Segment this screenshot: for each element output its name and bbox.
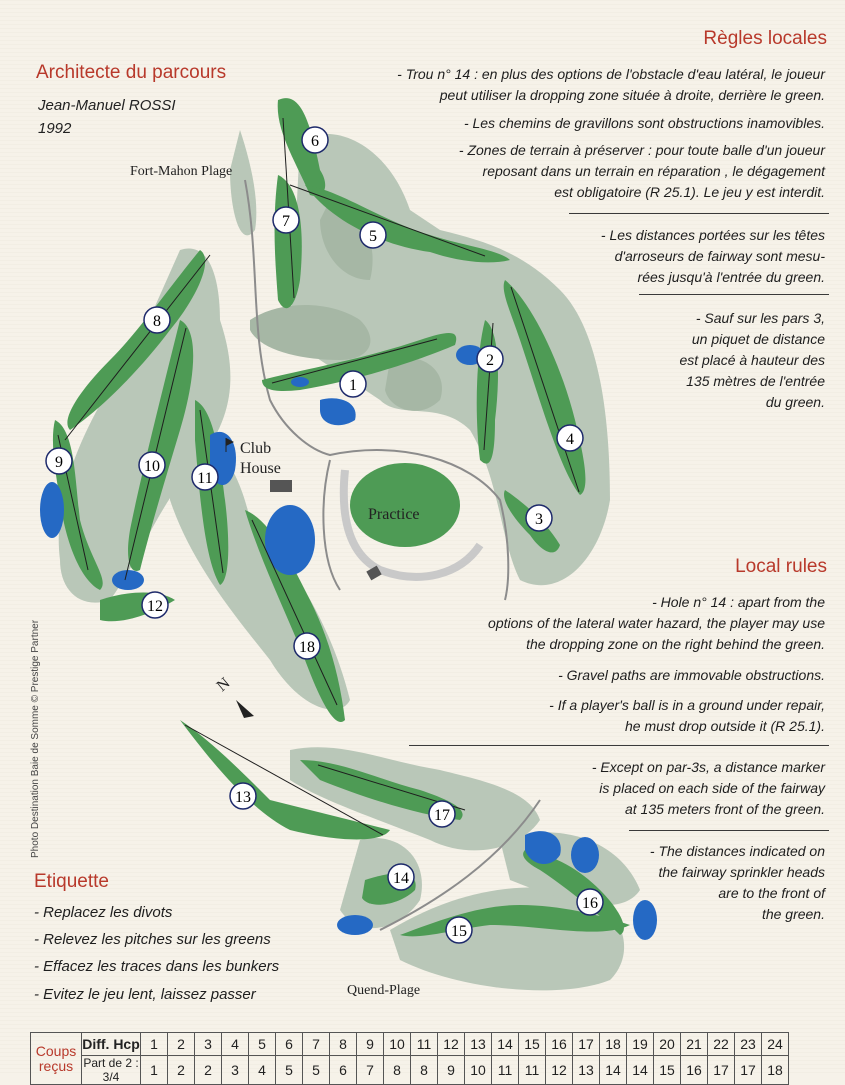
table-cell: 9 xyxy=(438,1056,465,1085)
table-cell: 3 xyxy=(222,1056,249,1085)
svg-text:N: N xyxy=(213,674,234,696)
architect-name: Jean-Manuel ROSSI xyxy=(38,97,176,114)
etiquette-item: - Effacez les traces dans les bunkers xyxy=(34,958,280,975)
table-cell: 15 xyxy=(654,1056,681,1085)
table-cell: 12 xyxy=(438,1033,465,1056)
table-cell: 8 xyxy=(411,1056,438,1085)
table-cell: 2 xyxy=(168,1056,195,1085)
hole-marker xyxy=(526,505,552,531)
table-cell: 16 xyxy=(546,1033,573,1056)
practice-label: Practice xyxy=(368,506,420,523)
hole-marker xyxy=(360,222,386,248)
etiquette-item: - Relevez les pitches sur les greens xyxy=(34,931,271,948)
practice-green xyxy=(350,463,460,547)
table-cell: 17 xyxy=(708,1056,735,1085)
hole-marker xyxy=(340,371,366,397)
table-cell: 18 xyxy=(600,1033,627,1056)
table-cell: 11 xyxy=(492,1056,519,1085)
hole-marker xyxy=(446,917,472,943)
club-house-building xyxy=(270,480,292,492)
table-cell: 22 xyxy=(708,1033,735,1056)
svg-text:12: 12 xyxy=(147,598,163,615)
svg-text:6: 6 xyxy=(311,133,319,150)
table-cell: 11 xyxy=(519,1056,546,1085)
table-cell: 4 xyxy=(249,1056,276,1085)
table-cell: 7 xyxy=(357,1056,384,1085)
svg-text:7: 7 xyxy=(282,213,290,230)
svg-text:15: 15 xyxy=(451,923,467,940)
architect-year: 1992 xyxy=(38,120,72,137)
table-cell: 5 xyxy=(276,1056,303,1085)
hole-marker xyxy=(477,346,503,372)
table-cell: 2 xyxy=(168,1033,195,1056)
table-cell: 9 xyxy=(357,1033,384,1056)
hole-marker xyxy=(230,783,256,809)
etiquette-item: - Replacez les divots xyxy=(34,904,173,921)
hole-marker xyxy=(273,207,299,233)
hole-marker xyxy=(557,425,583,451)
table-cell: 10 xyxy=(465,1056,492,1085)
hole-marker xyxy=(294,633,320,659)
divider xyxy=(639,294,829,295)
local-rule-item: - The distances indicated on the fairway sprinkler heads are to the front of the green. xyxy=(649,843,825,922)
table-cell: 6 xyxy=(276,1033,303,1056)
hole-marker xyxy=(144,307,170,333)
svg-text:17: 17 xyxy=(434,807,450,824)
photo-credit: Photo Destination Baie de Somme © Prestige Partner xyxy=(30,619,41,858)
regle-item: - Les distances portées sur les têtes d'arroseurs de fairway sont mesu- rées jusqu'à l'entrée du green. xyxy=(600,227,825,285)
table-cell: 13 xyxy=(465,1033,492,1056)
local-rule-item: - Gravel paths are immovable obstructions. xyxy=(558,667,825,683)
table-cell: 8 xyxy=(330,1033,357,1056)
table-cell: 1 xyxy=(141,1033,168,1056)
club-label: Club xyxy=(240,440,272,457)
table-cell: 14 xyxy=(627,1056,654,1085)
etiquette-item: - Evitez le jeu lent, laissez passer xyxy=(34,986,256,1003)
handicap-table xyxy=(30,1032,789,1085)
table-cell: 2 xyxy=(195,1056,222,1085)
regle-item: - Zones de terrain à préserver : pour toute balle d'un joueur reposant dans un terrain en réparation , le dégagement est obligatoire (R 25.1). Le jeu y est interdit. xyxy=(458,142,825,200)
svg-text:1: 1 xyxy=(349,377,357,394)
local-rules-title: Local rules xyxy=(735,556,827,577)
row-label: Part de 2 : 3/4 xyxy=(83,1056,139,1084)
svg-text:10: 10 xyxy=(144,458,160,475)
hole-marker xyxy=(388,864,414,890)
svg-text:13: 13 xyxy=(235,789,251,806)
divider xyxy=(409,745,829,746)
table-cell: 21 xyxy=(681,1033,708,1056)
table-cell: 18 xyxy=(762,1056,789,1085)
table-cell: 12 xyxy=(546,1056,573,1085)
table-cell: 24 xyxy=(762,1033,789,1056)
table-cell: 14 xyxy=(492,1033,519,1056)
architect-title: Architecte du parcours xyxy=(36,62,227,83)
divider xyxy=(569,213,829,214)
table-cell: 16 xyxy=(681,1056,708,1085)
hole-marker xyxy=(429,801,455,827)
table-cell: 1 xyxy=(141,1056,168,1085)
table-cell: 17 xyxy=(573,1033,600,1056)
table-row xyxy=(31,1056,789,1085)
table-cell: 13 xyxy=(573,1056,600,1085)
table-cell: 19 xyxy=(627,1033,654,1056)
table-cell: 4 xyxy=(222,1033,249,1056)
svg-text:4: 4 xyxy=(566,431,574,448)
svg-text:5: 5 xyxy=(369,228,377,245)
regle-item: - Les chemins de gravillons sont obstructions inamovibles. xyxy=(463,115,825,131)
table-cell: 5 xyxy=(249,1033,276,1056)
hole-marker xyxy=(577,889,603,915)
table-cell: 10 xyxy=(384,1033,411,1056)
divider xyxy=(629,830,829,831)
table-cell: 23 xyxy=(735,1033,762,1056)
table-cell: 8 xyxy=(384,1056,411,1085)
coups-label: Coups reçus xyxy=(31,1033,82,1085)
table-row xyxy=(31,1033,789,1056)
compass-icon xyxy=(214,674,254,718)
table-cell: 20 xyxy=(654,1033,681,1056)
local-rule-item: - Hole n° 14 : apart from the options of the lateral water hazard, the player may use the dropping zone on the right behind the green. xyxy=(488,594,825,652)
table-cell: 11 xyxy=(411,1033,438,1056)
hole-marker xyxy=(139,452,165,478)
table-cell: 14 xyxy=(600,1056,627,1085)
fort-mahon-label: Fort-Mahon Plage xyxy=(130,164,233,179)
local-rule-item: - Except on par-3s, a distance marker is placed on each side of the fairway at 135 meters front of the green. xyxy=(591,759,825,817)
etiquette-title: Etiquette xyxy=(34,871,109,892)
table-cell: 6 xyxy=(330,1056,357,1085)
table-cell: 15 xyxy=(519,1033,546,1056)
svg-text:16: 16 xyxy=(582,895,598,912)
table-cell: 17 xyxy=(735,1056,762,1085)
table-cell: 7 xyxy=(303,1033,330,1056)
header-label: Diff. Hcp xyxy=(82,1033,141,1056)
quend-label: Quend-Plage xyxy=(347,983,421,998)
hole-marker xyxy=(46,448,72,474)
svg-text:18: 18 xyxy=(299,639,315,656)
regle-item: - Sauf sur les pars 3, un piquet de distance est placé à hauteur des 135 mètres de l'entrée du green. xyxy=(679,310,825,410)
svg-text:11: 11 xyxy=(197,470,213,487)
hole-marker xyxy=(192,464,218,490)
table-cell: 5 xyxy=(303,1056,330,1085)
hole-marker xyxy=(142,592,168,618)
regle-item: - Trou n° 14 : en plus des options de l'obstacle d'eau latéral, le joueur peut utiliser la dropping zone située à droite, derrière le green. xyxy=(397,66,825,103)
table-cell: 3 xyxy=(195,1033,222,1056)
house-label: House xyxy=(240,460,281,477)
svg-text:9: 9 xyxy=(55,454,63,471)
regles-locales-title: Règles locales xyxy=(703,28,827,49)
svg-text:2: 2 xyxy=(486,352,494,369)
hole-marker xyxy=(302,127,328,153)
svg-text:14: 14 xyxy=(393,870,409,887)
svg-text:8: 8 xyxy=(153,313,161,330)
local-rule-item: - If a player's ball is in a ground under repair, he must drop outside it (R 25.1). xyxy=(549,697,825,734)
svg-text:3: 3 xyxy=(535,511,543,528)
